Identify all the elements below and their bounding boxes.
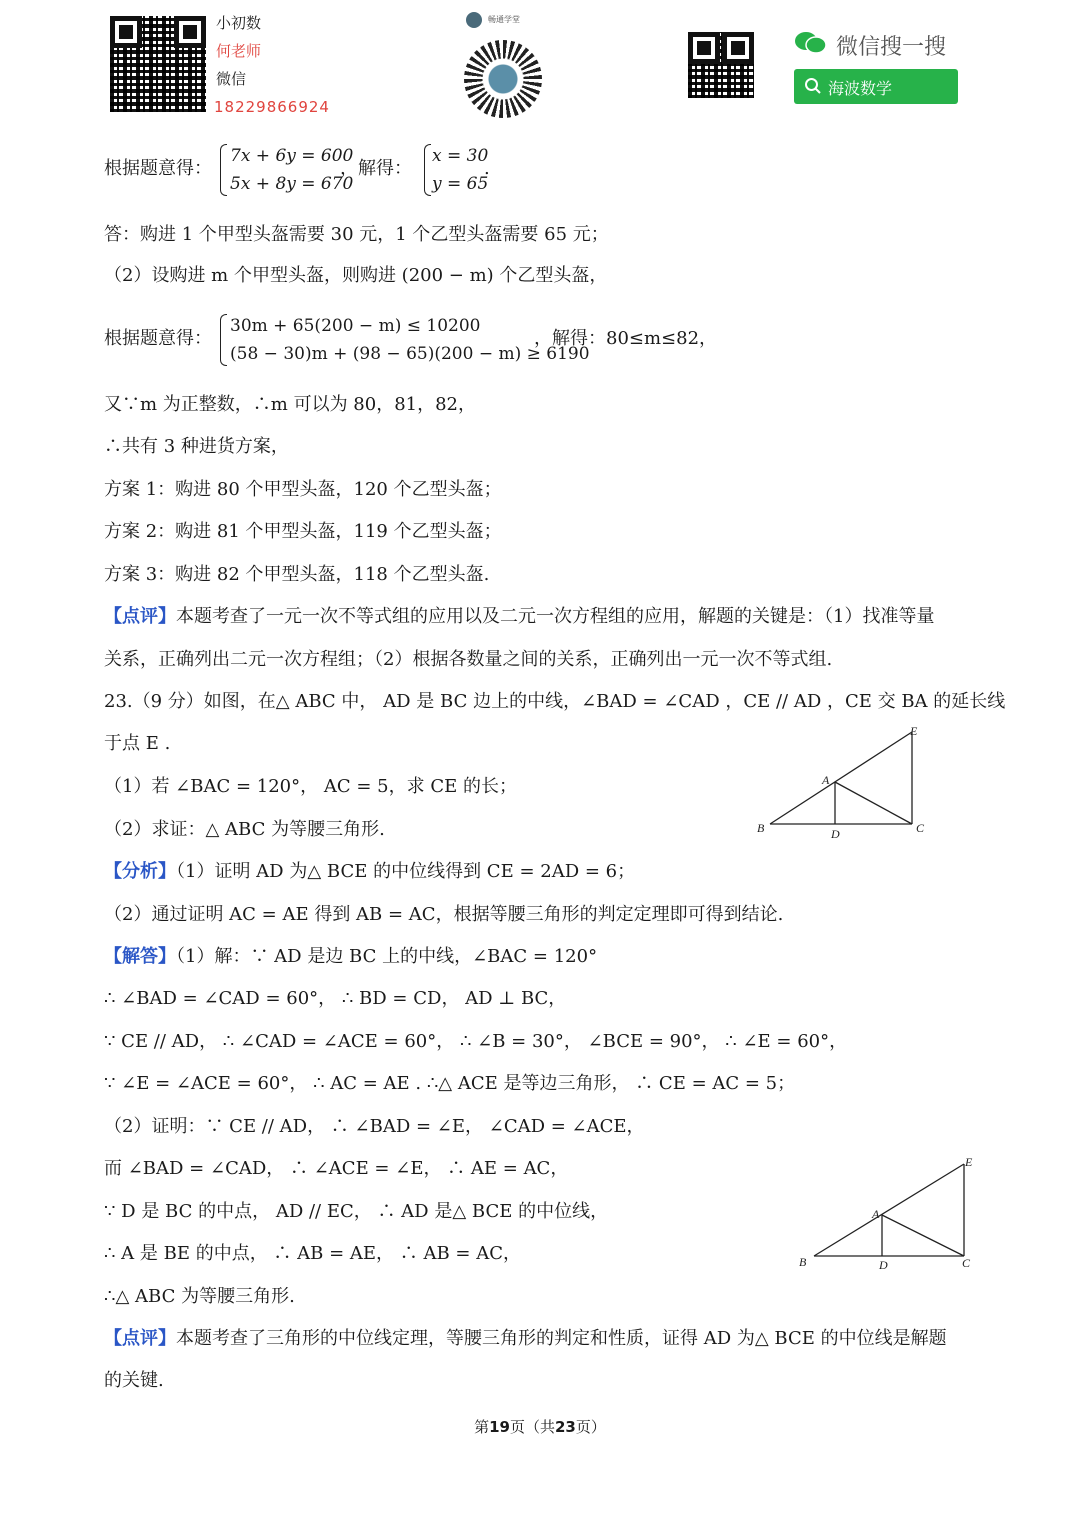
search-icon (804, 77, 822, 99)
solution-y: y = 65 (432, 174, 489, 194)
answer-5: （2）证明：∵ CE // AD， ∴ ∠BAD = ∠E， ∠CAD = ∠ACE， (104, 1116, 645, 1137)
vertex-label-b: B (757, 821, 765, 835)
vertex-label-e: E (910, 724, 918, 738)
system-1-prefix: 根据题意得： (104, 158, 212, 179)
center-badge-label: 畅通学堂 (488, 15, 520, 24)
equation-1a: 7x + 6y = 600 (230, 146, 354, 166)
footer-suffix: 页） (575, 1418, 606, 1436)
review-tag: 【点评】 (104, 1328, 176, 1349)
solution-x: x = 30 (432, 146, 489, 166)
center-badge-icon (466, 12, 482, 28)
brace (220, 144, 227, 196)
triangle-figure-answer (794, 1152, 984, 1277)
text-line: ∴共有 3 种进货方案， (104, 436, 289, 457)
footer-mid: 页（共 (509, 1418, 555, 1436)
plan-3: 方案 3：购进 82 个甲型头盔，118 个乙型头盔. (104, 564, 490, 585)
review-1-cont: 关系，正确列出二元一次方程组；（2）根据各数量之间的关系，正确列出一元一次不等式组. (104, 649, 833, 670)
solve-label: ，解得： (340, 158, 412, 179)
handwritten-line-3: 微信 (216, 70, 247, 88)
vertex-label-c: C (916, 821, 925, 835)
answer-text: （1）解：∵ AD 是边 BC 上的中线，∠BAC = 120° (176, 946, 598, 967)
footer-prefix: 第 (474, 1418, 490, 1436)
handwritten-line-1: 小初数 (216, 14, 262, 32)
answer-7: ∵ D 是 BC 的中点， AD // EC， ∴ AD 是△ BCE 的中位线， (104, 1201, 609, 1222)
handwritten-line-2: 何老师 (216, 42, 262, 60)
wechat-search-title: 微信搜一搜 (836, 35, 947, 60)
vertex-label-a: A (872, 1207, 880, 1221)
answer-9: ∴△ ABC 为等腰三角形. (104, 1286, 295, 1307)
system-2-solution: ，解得：80≤m≤82， (534, 328, 718, 349)
answer-2: ∴ ∠BAD = ∠CAD = 60°， ∴ BD = CD， AD ⊥ BC， (104, 988, 567, 1009)
analysis-text: （1）证明 AD 为△ BCE 的中位线得到 CE = 2AD = 6； (176, 861, 636, 882)
inequality-2: (58 − 30)m + (98 − 65)(200 − m) ≥ 6190 (230, 344, 590, 364)
analysis-1 (104, 859, 635, 885)
vertex-label-a: A (822, 773, 830, 787)
answer-6: 而 ∠BAD = ∠CAD， ∴ ∠ACE = ∠E， ∴ AE = AC， (104, 1158, 569, 1179)
equation-1b: 5x + 8y = 670 (230, 174, 354, 194)
review-text: 本题考查了一元一次不等式组的应用以及二元一次方程组的应用，解题的关键是：（1）找准等量 (176, 606, 935, 627)
brace (424, 144, 431, 196)
answer-line: 答：购进 1 个甲型头盔需要 30 元，1 个乙型头盔需要 65 元； (104, 224, 609, 245)
part-2-setup: （2）设购进 m 个甲型头盔，则购进 (200 − m) 个乙型头盔， (104, 265, 608, 286)
vertex-label-b: B (799, 1255, 807, 1269)
analysis-tag: 【分析】 (104, 861, 176, 882)
page-total: 23 (555, 1418, 576, 1436)
text-line: 又∵m 为正整数，∴m 可以为 80，81，82， (104, 394, 477, 415)
answer-8: ∴ A 是 BE 的中点， ∴ AB = AE， ∴ AB = AC， (104, 1243, 522, 1264)
qr-code-teacher (110, 16, 206, 112)
question-23-part-2: （2）求证：△ ABC 为等腰三角形. (104, 819, 385, 840)
answer-3: ∵ CE // AD， ∴ ∠CAD = ∠ACE = 60°， ∴ ∠B = 30°， ∠BCE = 90°， ∴ ∠E = 60°， (104, 1031, 848, 1052)
search-button-label: 海波数学 (828, 79, 893, 98)
inequality-1: 30m + 65(200 − m) ≤ 10200 (230, 316, 481, 336)
plan-1: 方案 1：购进 80 个甲型头盔，120 个乙型头盔； (104, 479, 502, 500)
mini-program-code (464, 40, 542, 118)
wechat-logo-icon (794, 30, 828, 56)
question-23-part-1: （1）若 ∠BAC = 120°， AC = 5，求 CE 的长； (104, 776, 517, 797)
vertex-label-c: C (962, 1256, 971, 1270)
plan-2: 方案 2：购进 81 个甲型头盔，119 个乙型头盔； (104, 521, 502, 542)
page-footer (0, 1416, 1080, 1437)
page-number: 19 (489, 1418, 510, 1436)
review-2-cont: 的关键. (104, 1370, 164, 1391)
vertex-label-e: E (965, 1155, 973, 1169)
handwritten-phone: 18229866924 (214, 98, 330, 116)
review-2 (104, 1326, 947, 1352)
review-1 (104, 604, 934, 630)
answer-4: ∵ ∠E = ∠ACE = 60°， ∴ AC = AE . ∴△ ACE 是等边三角形， ∴ CE = AC = 5； (104, 1073, 796, 1094)
question-23-cont: 于点 E . (104, 733, 171, 754)
vertex-label-d: D (879, 1258, 888, 1272)
search-button[interactable] (794, 69, 958, 104)
period: . (484, 158, 490, 179)
brace (220, 314, 227, 366)
question-23: 23.（9 分）如图，在△ ABC 中， AD 是 BC 边上的中线，∠BAD = ∠CAD ，CE // AD ，CE 交 BA 的延长线 (104, 691, 1006, 712)
qr-code-search (688, 32, 754, 98)
triangle-figure-question (752, 720, 932, 845)
review-text: 本题考查了三角形的中位线定理，等腰三角形的判定和性质，证得 AD 为△ BCE 的中位线是解题 (176, 1328, 947, 1349)
vertex-label-d: D (831, 827, 840, 841)
answer-tag: 【解答】 (104, 946, 176, 967)
answer-1 (104, 944, 597, 970)
review-tag: 【点评】 (104, 606, 176, 627)
system-2-prefix: 根据题意得： (104, 328, 212, 349)
analysis-2: （2）通过证明 AC = AE 得到 AB = AC，根据等腰三角形的判定定理即可得到结论. (104, 904, 784, 925)
